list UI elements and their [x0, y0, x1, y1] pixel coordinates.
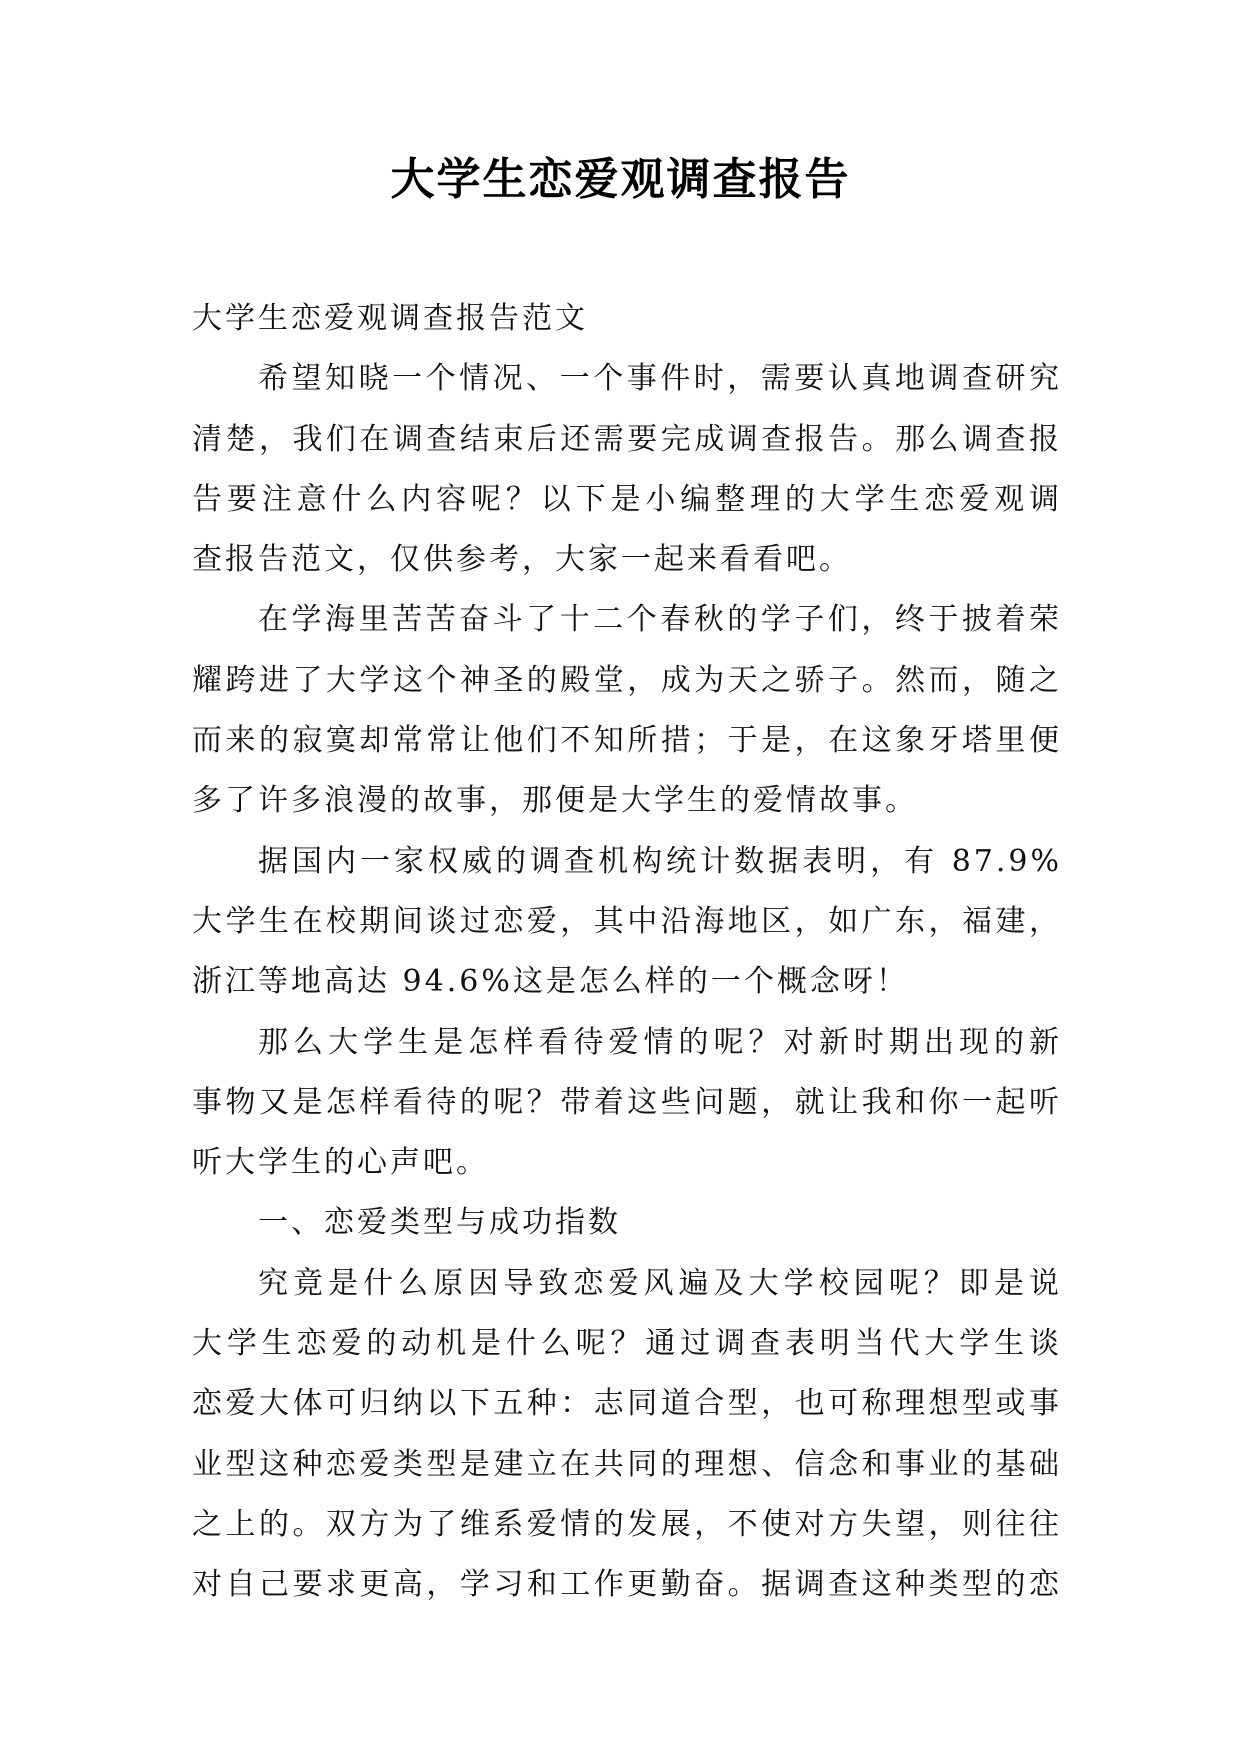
text-line: 希望知晓一个情况、一个事件时，需要认真地调查研究	[258, 361, 1062, 397]
text-line: 那么大学生是怎样看待爱情的呢？对新时期出现的新	[258, 1024, 1062, 1060]
document-title: 大学生恋爱观调查报告	[390, 154, 851, 205]
text-line: 听大学生的心声吧。	[192, 1145, 489, 1181]
text-line: 浙江等地高达 94.6%这是怎么样的一个概念呀！	[192, 964, 909, 1000]
document-subtitle: 大学生恋爱观调查报告范文	[192, 301, 588, 336]
text-line: 耀跨进了大学这个神圣的殿堂，成为天之骄子。然而，随之	[192, 662, 1062, 698]
paragraph	[192, 349, 1062, 590]
text-line: 清楚，我们在调查结束后还需要完成调查报告。那么调查报	[192, 421, 1062, 457]
paragraph	[192, 590, 1062, 831]
text-line: 大学生在校期间谈过恋爱，其中沿海地区，如广东，福建，	[192, 903, 1062, 939]
text-line: 查报告范文，仅供参考，大家一起来看看吧。	[192, 542, 852, 578]
text-line: 告要注意什么内容呢？以下是小编整理的大学生恋爱观调	[192, 481, 1062, 517]
section-heading: 一、恋爱类型与成功指数	[258, 1205, 621, 1241]
paragraph	[192, 1254, 1062, 1616]
text-line: 据国内一家权威的调查机构统计数据表明，有 87.9%	[258, 843, 1062, 879]
text-line: 恋爱大体可归纳以下五种：志同道合型，也可称理想型或事	[192, 1386, 1062, 1422]
text-line: 究竟是什么原因导致恋爱风遍及大学校园呢？即是说	[258, 1265, 1062, 1301]
text-line: 对自己要求更高，学习和工作更勤奋。据调查这种类型的恋	[192, 1567, 1062, 1603]
text-line: 事物又是怎样看待的呢？带着这些问题，就让我和你一起听	[192, 1084, 1062, 1120]
paragraph-section-heading	[192, 1193, 1062, 1253]
paragraph	[192, 1013, 1062, 1194]
text-line: 多了许多浪漫的故事，那便是大学生的爱情故事。	[192, 783, 918, 819]
paragraph	[192, 832, 1062, 1013]
text-line: 业型这种恋爱类型是建立在共同的理想、信念和事业的基础	[192, 1446, 1062, 1482]
text-line: 大学生恋爱的动机是什么呢？通过调查表明当代大学生谈	[192, 1326, 1062, 1362]
text-line: 在学海里苦苦奋斗了十二个春秋的学子们，终于披着荣	[258, 602, 1062, 638]
document-body	[192, 289, 1062, 1616]
paragraph-subtitle	[192, 289, 1062, 349]
text-line: 之上的。双方为了维系爱情的发展，不使对方失望，则往往	[192, 1506, 1062, 1542]
text-line: 而来的寂寞却常常让他们不知所措；于是，在这象牙塔里便	[192, 723, 1062, 759]
